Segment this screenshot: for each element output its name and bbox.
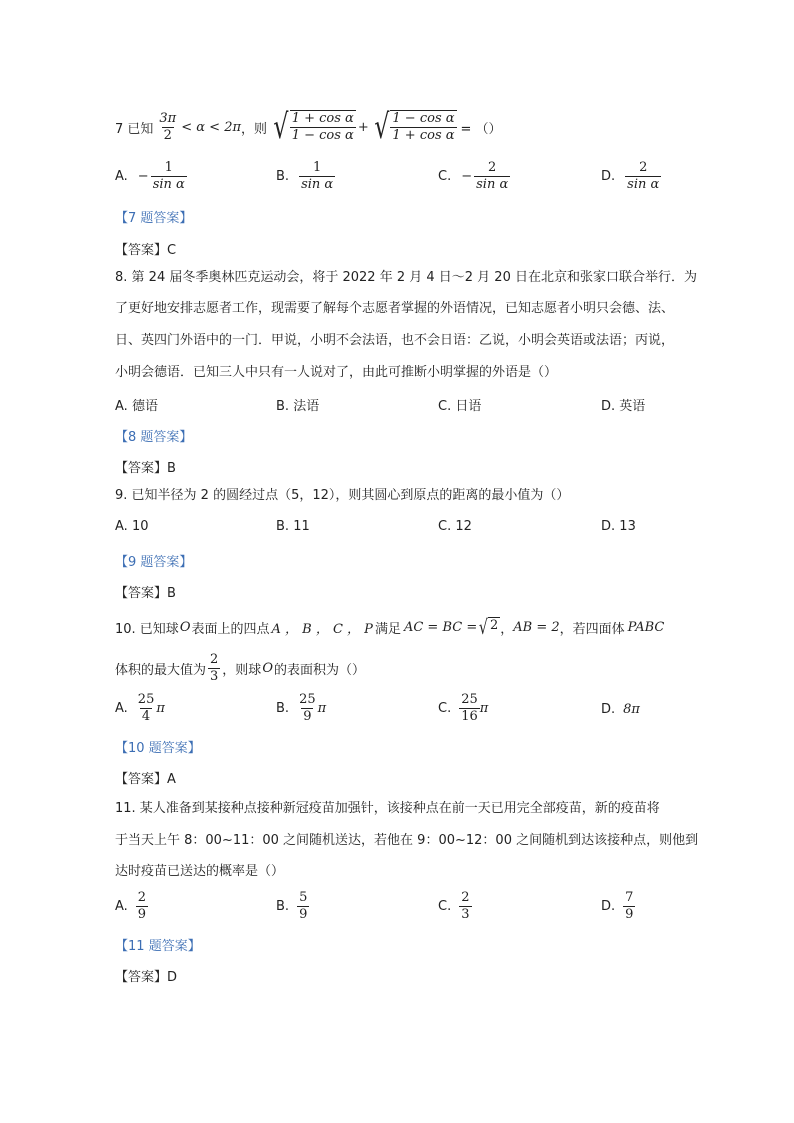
q11-answer: 【答案】D xyxy=(115,970,178,985)
q11-line-3: 达时疫苗已送达的概率是（） xyxy=(115,864,285,879)
q10-answer-value: A xyxy=(167,772,176,787)
q9-answer: 【答案】B xyxy=(115,586,176,601)
q8-option-b[interactable]: B. 法语 xyxy=(276,399,320,414)
q11-option-a[interactable]: A. $\frac{2}{9}$ xyxy=(115,890,147,922)
q10-option-a[interactable]: A. $\frac{25}{4}$ π xyxy=(115,692,165,724)
q7-prefix: 7 已知 xyxy=(115,121,154,137)
q7-answer-value: C xyxy=(167,243,177,258)
q7-sqrt-1: √ $\frac{\text{1 + cos α}}{\text{1 − cos α}}$ xyxy=(273,107,354,147)
q7-sqrt-2: √ $\frac{\text{1 − cos α}}{\text{1 + cos α}}$ xyxy=(373,107,455,147)
q7-cond-fraction: $\frac{3\pi}{2}$ xyxy=(159,110,177,143)
q7-then: ，则 xyxy=(241,121,268,137)
q9-stem: 9. 已知半径为 2 的圆经过点（5，12），则其圆心到原点的距离的最小值为（） xyxy=(115,488,570,503)
q8-answer-tag: 【8 题答案】 xyxy=(115,430,193,445)
q7-option-c[interactable]: C. − $\frac{2}{\text{sin α}}$ xyxy=(438,160,509,192)
q9-option-d[interactable]: D. 13 xyxy=(601,519,636,534)
q8-option-d[interactable]: D. 英语 xyxy=(601,399,646,414)
q7-plus: + xyxy=(357,119,369,135)
q11-option-c[interactable]: C. $\frac{2}{3}$ xyxy=(438,890,470,922)
q9-answer-value: B xyxy=(167,586,176,601)
q10-option-b[interactable]: B. $\frac{25}{9}$ π xyxy=(276,692,327,724)
q7-option-d[interactable]: D. $\frac{2}{\text{sin α}}$ xyxy=(601,160,660,192)
q8-line-1: 8. 第 24 届冬季奥林匹克运动会，将于 2022 年 2 月 4 日～2 月 20 日在北京和张家口联合举行．为 xyxy=(115,270,697,285)
q7-option-a[interactable]: A. − $\frac{1}{\text{sin α}}$ xyxy=(115,160,185,192)
q7-answer: 【答案】C xyxy=(115,243,177,258)
q10-stem-line-2: 体积的最大值为 $\frac{2}{3}$ ，则球 O 的表面积为（） xyxy=(115,651,365,684)
q9-option-a[interactable]: A. 10 xyxy=(115,519,149,534)
q8-answer: 【答案】B xyxy=(115,461,176,476)
q11-answer-value: D xyxy=(167,970,178,985)
q8-line-2: 了更好地安排志愿者工作，现需要了解每个志愿者掌握的外语情况，已知志愿者小明只会德、法、 xyxy=(115,301,675,316)
q11-option-b[interactable]: B. $\frac{5}{9}$ xyxy=(276,890,308,922)
q7-stem xyxy=(115,107,502,147)
q10-option-c[interactable]: C. $\frac{25}{16}$ π xyxy=(438,692,489,724)
q11-option-d[interactable]: D. $\frac{7}{9}$ xyxy=(601,890,634,922)
q9-option-c[interactable]: C. 12 xyxy=(438,519,472,534)
q8-answer-value: B xyxy=(167,461,176,476)
q10-stem-line-1: 10. 已知球 O 表面上的四点 A ， B ， C ， P 满足 AC = BC = √ 2 ， AB = 2 ，若四面体 PABC xyxy=(115,615,665,639)
q8-option-a[interactable]: A. 德语 xyxy=(115,399,158,414)
q7-answer-tag: 【7 题答案】 xyxy=(115,211,193,226)
q7-cond-rest: < α < 2π xyxy=(181,119,242,135)
q8-line-3: 日、英四门外语中的一门．甲说，小明不会法语，也不会日语：乙说，小明会英语或法语；丙说， xyxy=(115,333,675,348)
q10-answer: 【答案】A xyxy=(115,772,176,787)
q9-option-b[interactable]: B. 11 xyxy=(276,519,310,534)
q8-option-c[interactable]: C. 日语 xyxy=(438,399,482,414)
q9-answer-tag: 【9 题答案】 xyxy=(115,555,193,570)
q10-option-d[interactable]: D. 8π xyxy=(601,701,640,717)
q10-answer-tag: 【10 题答案】 xyxy=(115,741,201,756)
q7-tail: = （） xyxy=(460,121,502,137)
q11-line-1: 11. 某人准备到某接种点接种新冠疫苗加强针，该接种点在前一天已用完全部疫苗，新的疫苗将 xyxy=(115,801,660,816)
q11-answer-tag: 【11 题答案】 xyxy=(115,939,201,954)
q8-line-4: 小明会德语．已知三人中只有一人说对了，由此可推断小明掌握的外语是（） xyxy=(115,365,558,380)
q11-line-2: 于当天上午 8：00~11：00 之间随机送达，若他在 9：00~12：00 之间随机到达该接种点，则他到 xyxy=(115,833,699,848)
q7-option-b[interactable]: B. $\frac{1}{\text{sin α}}$ xyxy=(276,160,334,192)
